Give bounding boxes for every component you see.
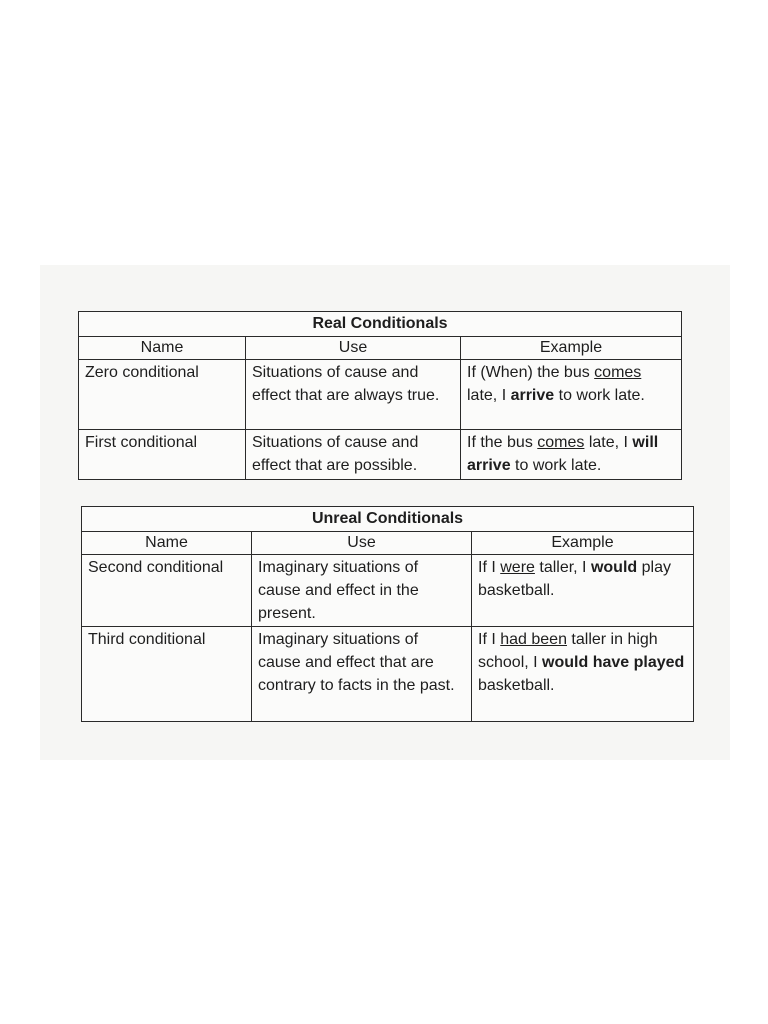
conditional-example bbox=[461, 360, 682, 430]
example-bold-text: would have played bbox=[542, 654, 685, 671]
conditional-use: Imaginary situations of cause and effect in the present. bbox=[252, 555, 472, 627]
example-text: play basketball. bbox=[478, 559, 671, 599]
conditional-name: Second conditional bbox=[82, 555, 252, 627]
column-header-name: Name bbox=[79, 337, 246, 360]
example-underline-text: comes bbox=[594, 364, 642, 381]
table-title: Real Conditionals bbox=[79, 312, 682, 337]
example-text: late, I bbox=[467, 387, 511, 404]
example-text: late, I bbox=[584, 434, 633, 451]
example-bold-text: will arrive bbox=[467, 434, 659, 474]
conditional-use: Imaginary situations of cause and effect that are contrary to facts in the past. bbox=[252, 627, 472, 722]
conditional-name: First conditional bbox=[79, 430, 246, 480]
column-header-name: Name bbox=[82, 532, 252, 555]
example-underline-text: comes bbox=[537, 434, 585, 451]
example-underline-text: had been bbox=[500, 631, 567, 648]
example-bold-text: arrive bbox=[510, 387, 555, 404]
table-title: Unreal Conditionals bbox=[82, 507, 694, 532]
conditional-example bbox=[461, 430, 682, 480]
example-bold-text: would bbox=[590, 559, 638, 576]
conditional-example bbox=[472, 555, 694, 627]
example-text: to work late. bbox=[510, 457, 602, 474]
real-conditionals-table bbox=[78, 311, 682, 480]
conditional-use: Situations of cause and effect that are possible. bbox=[246, 430, 461, 480]
column-header-use: Use bbox=[246, 337, 461, 360]
conditional-use: Situations of cause and effect that are always true. bbox=[246, 360, 461, 430]
example-text: taller in high school, I bbox=[478, 631, 658, 671]
example-text: basketball. bbox=[478, 677, 555, 694]
column-header-use: Use bbox=[252, 532, 472, 555]
table-row bbox=[82, 555, 694, 627]
column-header-example: Example bbox=[461, 337, 682, 360]
example-text: If (When) the bus bbox=[467, 364, 595, 381]
example-text: If I bbox=[478, 559, 501, 576]
table-row bbox=[82, 627, 694, 722]
column-header-example: Example bbox=[472, 532, 694, 555]
table-row bbox=[79, 360, 682, 430]
conditional-name: Zero conditional bbox=[79, 360, 246, 430]
example-text: If I bbox=[478, 631, 501, 648]
example-text: taller, I bbox=[534, 559, 591, 576]
example-text: If the bus bbox=[467, 434, 538, 451]
unreal-conditionals-table bbox=[81, 506, 694, 722]
conditional-name: Third conditional bbox=[82, 627, 252, 722]
example-underline-text: were bbox=[500, 559, 535, 576]
table-row bbox=[79, 430, 682, 480]
conditional-example bbox=[472, 627, 694, 722]
example-text: to work late. bbox=[554, 387, 645, 404]
